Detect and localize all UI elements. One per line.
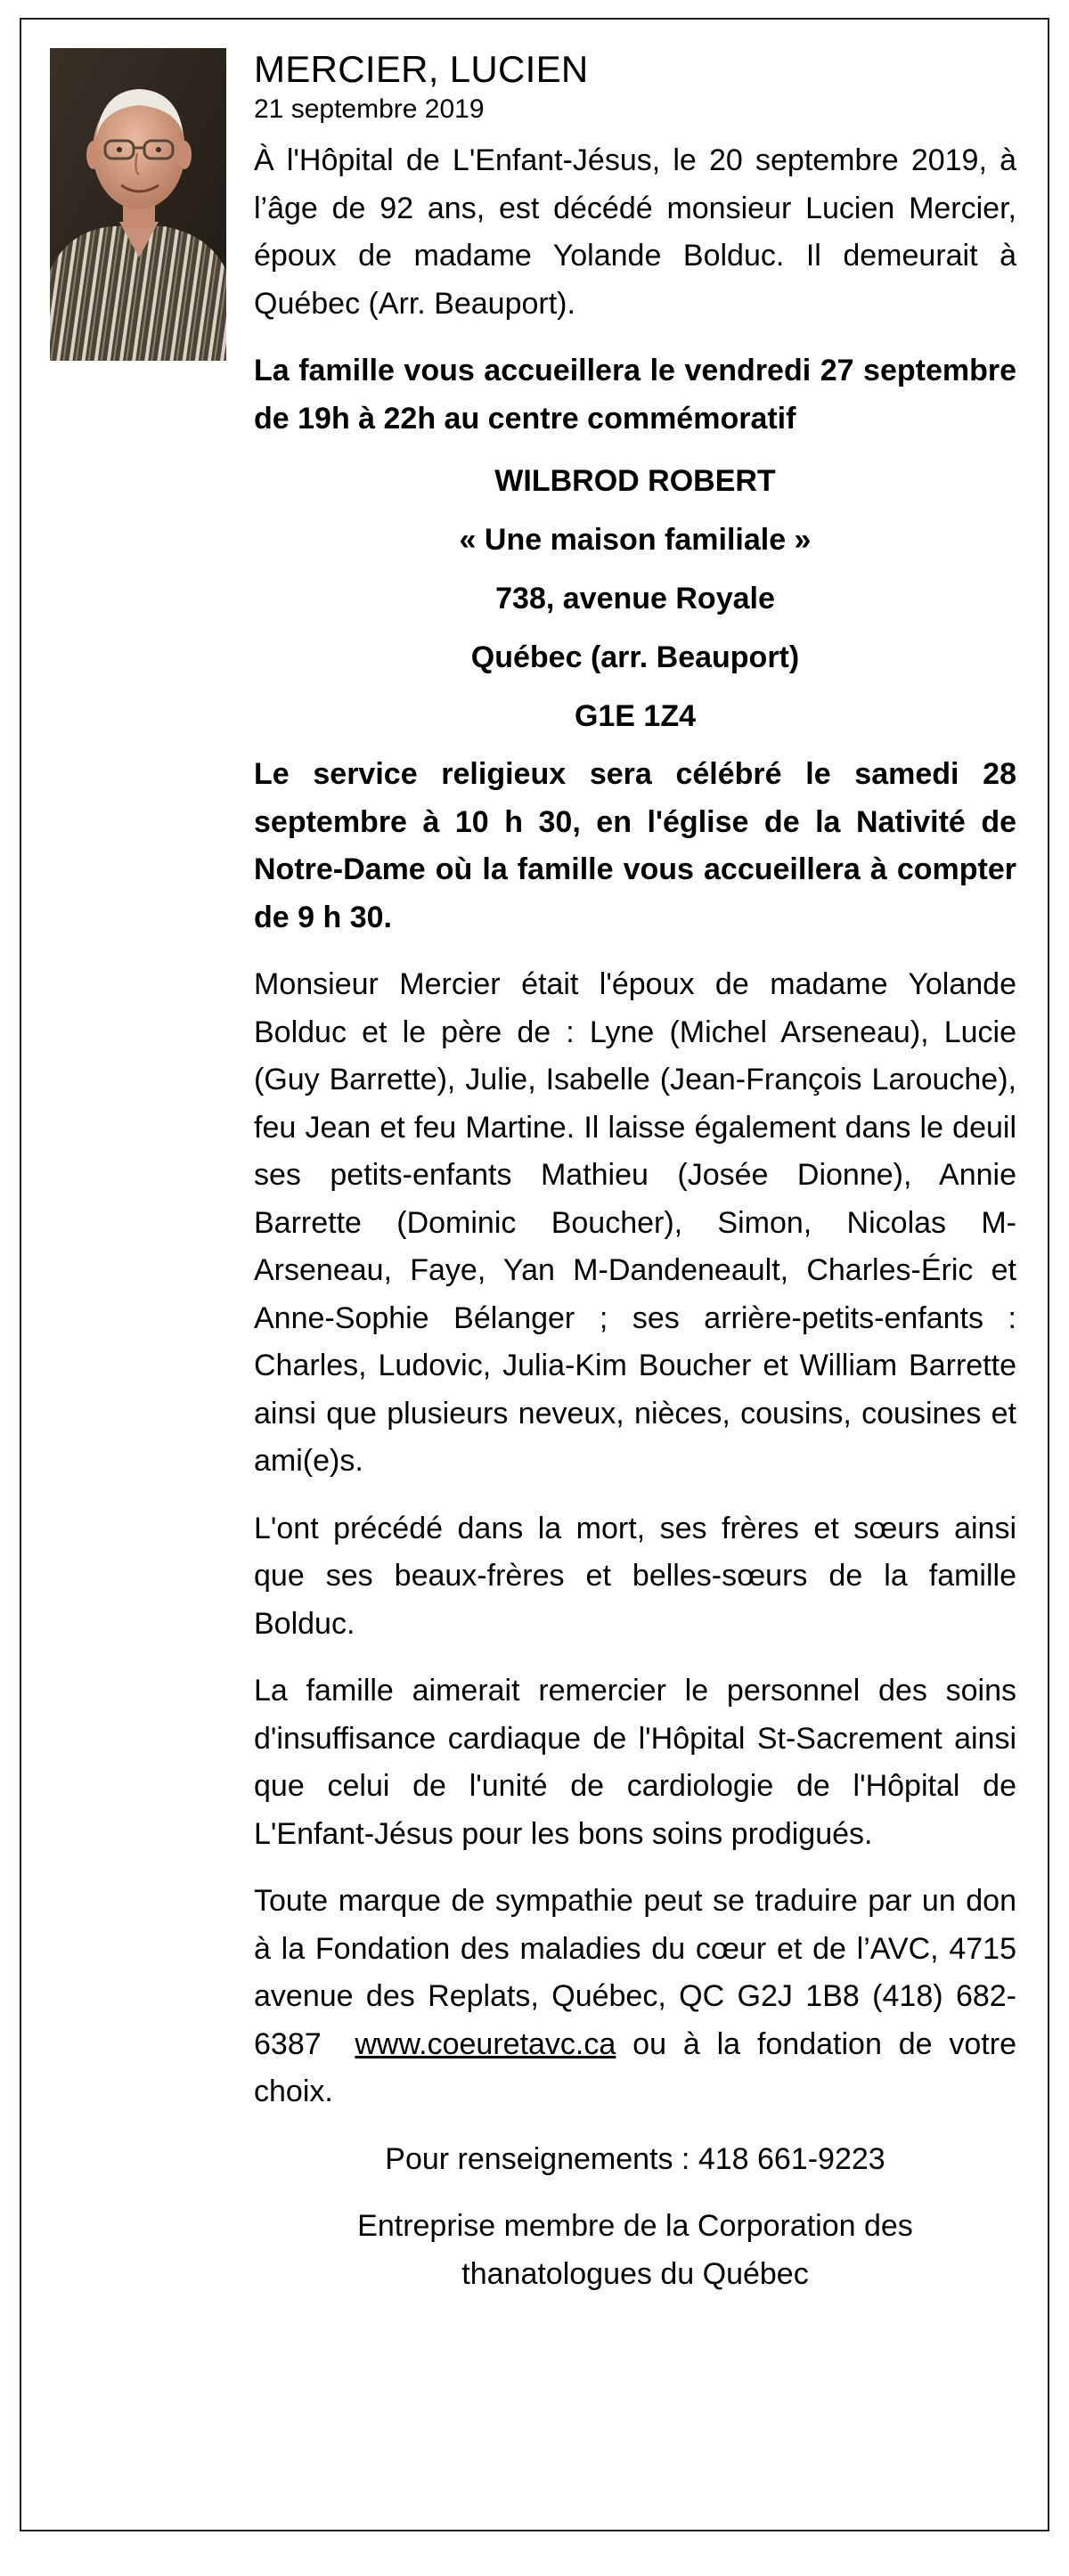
publication-date: 21 septembre 2019 bbox=[254, 94, 485, 124]
venue-street: 738, avenue Royale bbox=[495, 582, 775, 615]
donation-text: Toute marque de sympathie peut se traduire par un don à la Fondation des maladies du cœur et de l’AVC, 4715 avenue des Replats, Québec, QC G2J 1B8 (418) 682-6387 bbox=[254, 1884, 1016, 2061]
venue-block bbox=[254, 452, 1016, 746]
intro-paragraph: À l'Hôpital de L'Enfant-Jésus, le 20 septembre 2019, à l’âge de 92 ans, est décédé monsieur Lucien Mercier, époux de madame Yolande Bolduc. Il demeurait à Québec (Arr. Beauport). bbox=[254, 143, 1016, 321]
donation-suffix: ou à la fondation de votre choix. bbox=[254, 2026, 1016, 2108]
info-line: Pour renseignements : 418 661-9223 bbox=[385, 2141, 885, 2176]
portrait-icon bbox=[50, 48, 226, 361]
venue-postal: G1E 1Z4 bbox=[574, 699, 697, 733]
venue-name: WILBROD ROBERT bbox=[494, 464, 776, 498]
venue-city: Québec (arr. Beauport) bbox=[470, 640, 800, 674]
service-paragraph: Le service religieux sera célébré le samedi 28 septembre à 10 h 30, en l'église de la Nativité de Notre-Dame où la famille vous accueillera à compter de 9 h 30. bbox=[254, 757, 1016, 934]
family-paragraph: Monsieur Mercier était l'époux de madame Yolande Bolduc et le père de : Lyne (Michel Arseneau), Lucie (Guy Barrette), Julie, Isabelle (Jean-François Larouche), feu Jean et feu Martine. Il laisse également dans le deuil ses petits-enfants Mathieu (Josée Dionne), Annie Barrette (Dominic Boucher), Simon, Nicolas M-Arseneau, Faye, Yan M-Dandeneault, Charles-Éric et Anne-Sophie Bélanger ; ses arrière-petits-enfants : Charles, Ludovic, Julia-Kim Boucher et William Barrette ainsi que plusieurs neveux, nièces, cousins, cousines et ami(e)s. bbox=[254, 967, 1016, 1478]
membership-line: Entreprise membre de la Corporation des thanatologues du Québec bbox=[357, 2209, 913, 2291]
visitation-paragraph: La famille vous accueillera le vendredi 27 septembre de 19h à 22h au centre commémoratif bbox=[254, 354, 1016, 436]
thanks-paragraph: La famille aimerait remercier le personnel des soins d'insuffisance cardiaque de l'Hôpital St-Sacrement ainsi que celui de l'unité de cardiologie de l'Hôpital de L'Enfant-Jésus pour les bons soins prodigués. bbox=[254, 1674, 1016, 1851]
donation-paragraph bbox=[254, 1878, 1016, 2116]
venue-slogan: « Une maison familiale » bbox=[459, 523, 812, 557]
obituary-content bbox=[254, 46, 1016, 2298]
deceased-name: MERCIER, LUCIEN bbox=[254, 48, 589, 90]
portrait-photo bbox=[50, 48, 226, 361]
predeceased-paragraph: L'ont précédé dans la mort, ses frères et sœurs ainsi que ses beaux-frères et belles-sœurs de la famille Bolduc. bbox=[254, 1511, 1016, 1641]
donation-link[interactable]: www.coeuretavc.ca bbox=[355, 2026, 616, 2061]
